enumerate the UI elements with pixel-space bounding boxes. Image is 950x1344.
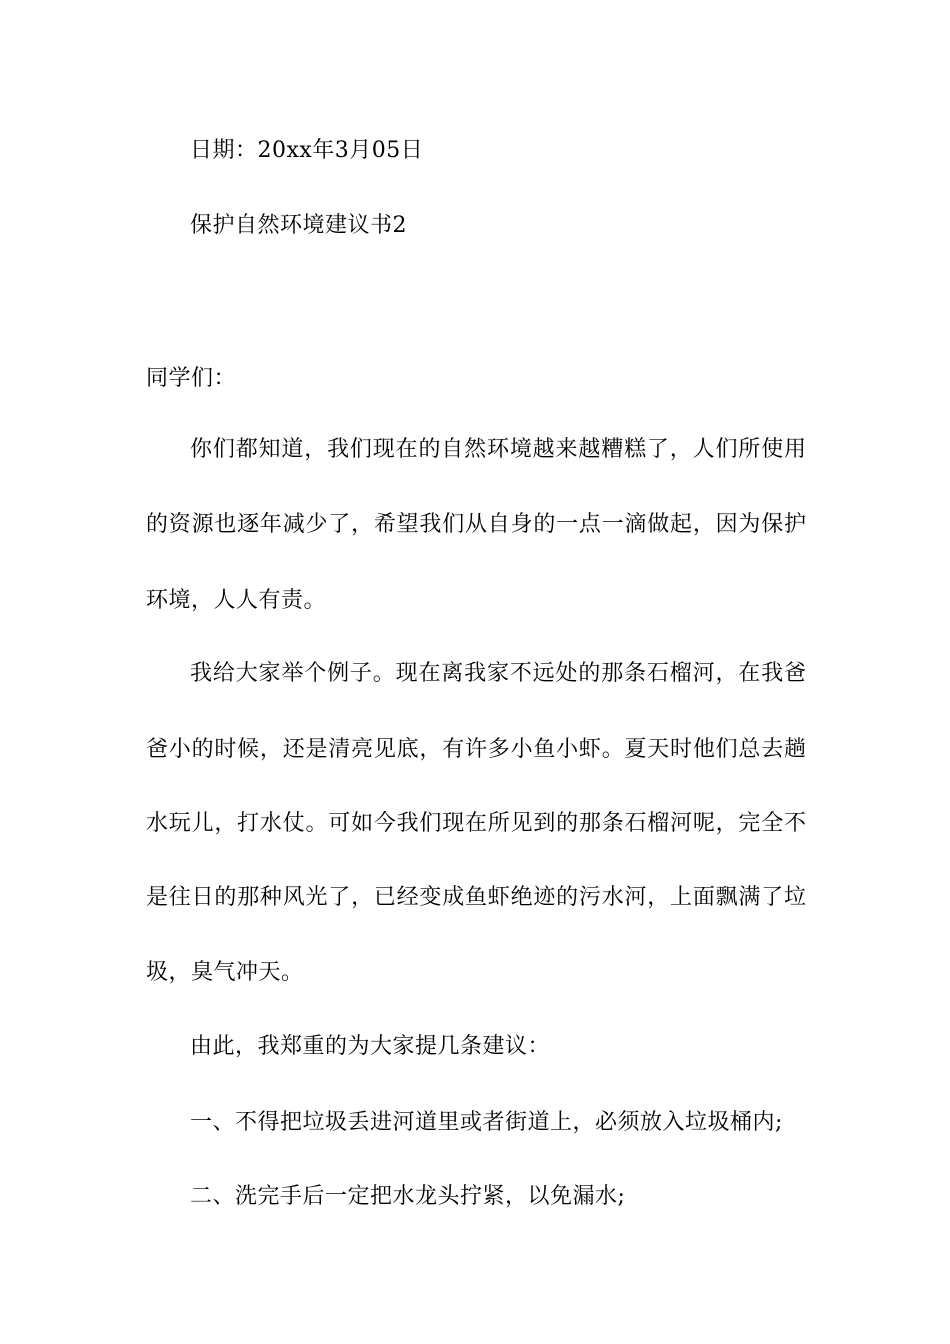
paragraph-line: 的资源也逐年减少了，希望我们从自身的一点一滴做起，因为保护	[146, 512, 806, 537]
document-title: 保护自然环境建议书2	[190, 213, 407, 238]
paragraph-line: 我给大家举个例子。现在离我家不远处的那条石榴河，在我爸	[190, 661, 806, 686]
suggestion-item: 一、不得把垃圾丢进河道里或者街道上，必须放入垃圾桶内;	[190, 1110, 783, 1135]
paragraph-line: 你们都知道，我们现在的自然环境越来越糟糕了，人们所使用	[190, 437, 806, 462]
paragraph-line: 水玩儿，打水仗。可如今我们现在所见到的那条石榴河呢，完全不	[146, 811, 806, 836]
suggestions-intro: 由此，我郑重的为大家提几条建议：	[190, 1034, 551, 1059]
paragraph-line: 是往日的那种风光了，已经变成鱼虾绝迹的污水河，上面飘满了垃	[146, 885, 806, 910]
suggestion-item: 二、洗完手后一定把水龙头拧紧，以免漏水;	[190, 1184, 626, 1209]
salutation: 同学们：	[146, 366, 237, 391]
paragraph-line: 爸小的时候，还是清亮见底，有许多小鱼小虾。夏天时他们总去趟	[146, 737, 806, 762]
paragraph-line: 圾，臭气冲天。	[146, 960, 304, 985]
date-line: 日期：20xx年3月05日	[190, 138, 424, 163]
paragraph-line: 环境，人人有责。	[146, 588, 327, 613]
